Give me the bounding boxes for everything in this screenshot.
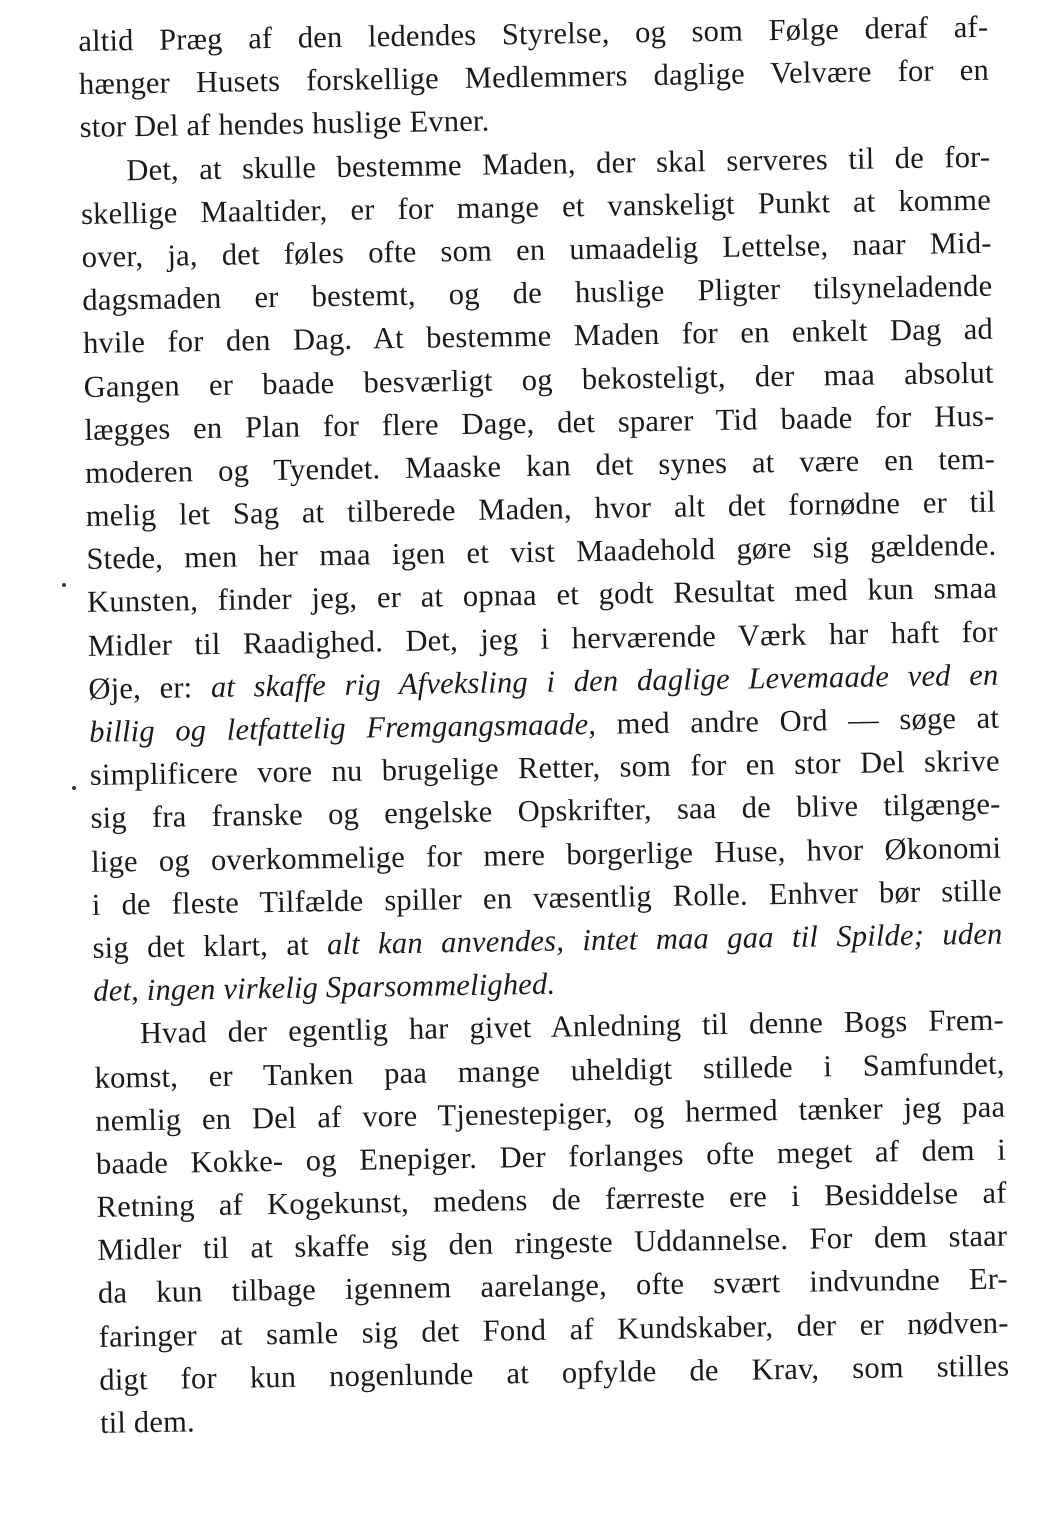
text-line: Stede, men her maa igen et vist Maadehold gøre sig gældende. xyxy=(86,527,997,577)
text-line: melig let Sag at tilberede Maden, hvor alt det fornødne er til xyxy=(85,484,996,533)
text-line: Midler til Raadighed. Det, jeg i herværende Værk har haft for xyxy=(87,614,998,663)
text-line: altid Præg af den ledendes Styrelse, og som Følge deraf af- xyxy=(78,9,989,58)
scan-speck xyxy=(62,583,66,587)
text-line: Kunsten, finder jeg, er at opnaa et godt Resultat med kun smaa xyxy=(86,571,998,620)
italic-span: alt kan anvendes, intet maa gaa til Spilde; uden xyxy=(326,916,1003,962)
paragraph-2 xyxy=(80,135,1003,1013)
paragraph-1 xyxy=(78,6,990,150)
text-line: lægges en Plan for flere Dage, det sparer Tid baade for Hus- xyxy=(84,398,995,447)
text-span: sig det klart, at xyxy=(92,927,328,965)
text-line: baade Kokke- og Enepiger. Der forlanges ofte meget af dem i xyxy=(95,1132,1007,1181)
italic-span: at skaffe rig Afveksling i den daglige Levemaade ved en xyxy=(210,657,999,704)
paragraph-3 xyxy=(94,999,1011,1445)
text-span: Øje, er: xyxy=(88,669,212,706)
italic-span: billig og letfattelig Fremgangsmaade, xyxy=(88,706,597,749)
italic-span: det, ingen virkelig Sparsommelighed. xyxy=(92,966,556,1009)
text-line: til dem. xyxy=(99,1404,196,1440)
text-line: da kun tilbage igennem aarelange, ofte svært indvundne Er- xyxy=(97,1261,1009,1311)
text-line: Midler til at skaffe sig den ringeste Uddannelse. For dem staar xyxy=(97,1218,1008,1268)
document-page xyxy=(78,6,1010,1445)
text-line: faringer at samle sig det Fond af Kundskaber, der er nødven- xyxy=(98,1305,1009,1354)
text-line: sig fra franske og engelske Opskrifter, saa de blive tilgænge- xyxy=(90,786,1001,836)
text-span: med andre Ord — søge at xyxy=(595,700,1000,741)
text-line: digt for kun nogenlunde at opfylde de Krav, som stilles xyxy=(99,1348,1010,1397)
scan-speck xyxy=(72,786,76,790)
text-line: Hvad der egentlig har givet Anledning til denne Bogs Frem- xyxy=(139,1002,1005,1051)
text-line: i de fleste Tilfælde spiller en væsentlig Rolle. Enhver bør stille xyxy=(91,873,1003,922)
text-line: lige og overkommelige for mere borgerlige Huse, hvor Økonomi xyxy=(90,830,1002,879)
text-line: hvile for den Dag. At bestemme Maden for en enkelt Dag ad xyxy=(82,311,994,361)
text-line: hænger Husets forskellige Medlemmers daglige Velvære for en xyxy=(78,52,990,102)
text-line: Det, at skulle bestemme Maden, der skal serveres til de for- xyxy=(126,139,991,187)
text-line: moderen og Tyendet. Maaske kan det synes at være en tem- xyxy=(84,441,996,490)
text-line: stor Del af hendes huslige Evner. xyxy=(79,103,490,145)
text-line: Retning af Kogekunst, medens de færreste ere i Besiddelse af xyxy=(96,1175,1007,1224)
text-line: Gangen er baade besværligt og bekosteligt, der maa absolut xyxy=(83,355,994,404)
text-line: dagsmaden er bestemt, og de huslige Pligter tilsyneladende xyxy=(82,268,993,318)
text-line: nemlig en Del af vore Tjenestepiger, og hermed tænker jeg paa xyxy=(95,1089,1006,1138)
text-line: komst, er Tanken paa mange uheldigt stillede i Samfundet, xyxy=(94,1046,1005,1095)
text-line: over, ja, det føles ofte som en umaadelig Lettelse, naar Mid- xyxy=(81,225,992,274)
text-line: simplificere vore nu brugelige Retter, som for en stor Del skrive xyxy=(89,743,1001,793)
text-line: skellige Maaltider, er for mange et vanskeligt Punkt at komme xyxy=(80,182,992,231)
